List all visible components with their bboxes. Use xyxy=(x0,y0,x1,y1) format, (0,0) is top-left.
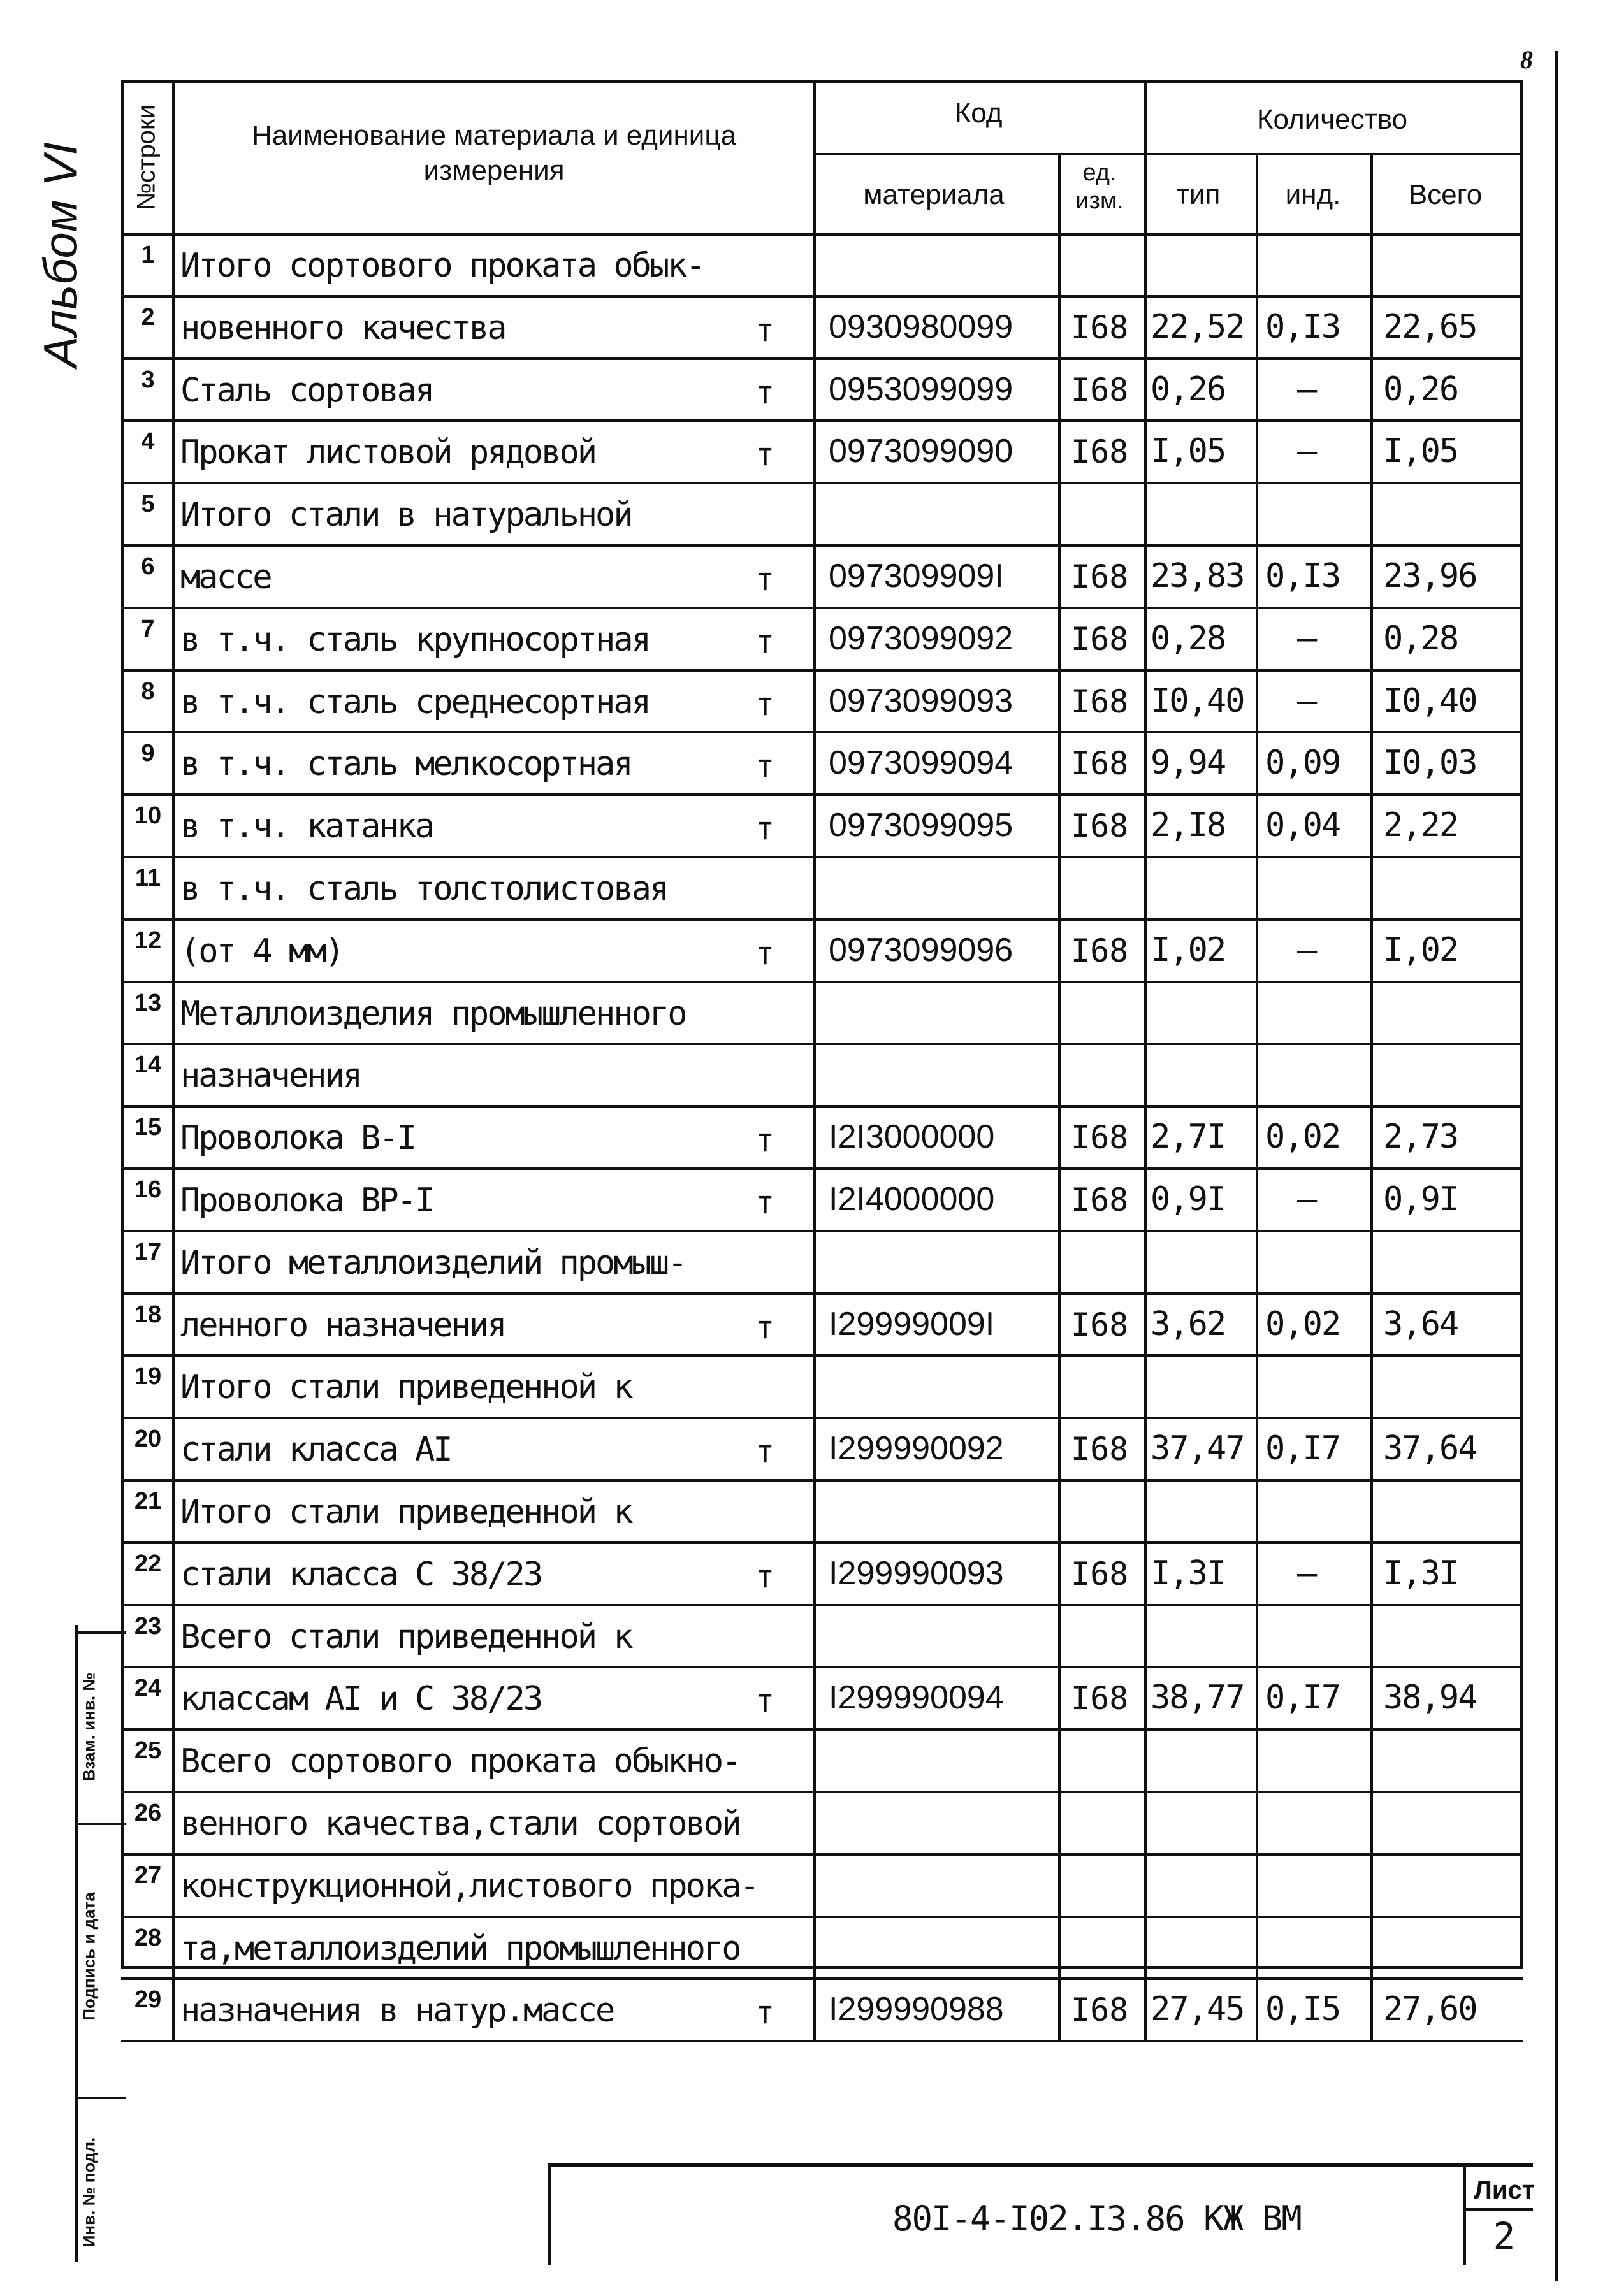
material-unit: т xyxy=(755,623,775,660)
qty-ind: 0,I3 xyxy=(1265,307,1340,346)
unit-code: I68 xyxy=(1071,308,1129,346)
row-line xyxy=(121,419,1523,422)
material-unit: т xyxy=(755,311,775,349)
material-name: та,металлоизделий промышленного xyxy=(180,1929,740,1968)
qty-type: I0,40 xyxy=(1151,681,1244,720)
qty-type: 0,9I xyxy=(1151,1180,1226,1218)
qty-type: 0,26 xyxy=(1151,370,1226,408)
material-unit: т xyxy=(755,1308,775,1346)
qty-ind: – xyxy=(1297,370,1316,408)
material-name: стали класса АI xyxy=(180,1431,451,1469)
binding-margin-line xyxy=(75,1625,78,2262)
row-number: 15 xyxy=(134,1114,162,1141)
qty-total: 38,94 xyxy=(1383,1679,1477,1717)
qty-type: 23,83 xyxy=(1151,557,1244,595)
qty-type: 3,62 xyxy=(1151,1304,1226,1343)
col-line xyxy=(172,80,175,2040)
material-code: 0930980099 xyxy=(829,308,1013,345)
qty-type: 22,52 xyxy=(1151,307,1244,346)
material-name: конструкционной,листового прока- xyxy=(180,1866,758,1905)
row-line xyxy=(121,1479,1523,1482)
unit-code: I68 xyxy=(1071,1306,1129,1343)
row-line xyxy=(121,793,1523,796)
material-name: Итого сортового проката обык- xyxy=(180,247,704,285)
material-name: ленного назначения xyxy=(180,1306,505,1345)
row-number: 29 xyxy=(134,1986,162,2014)
material-code: 0953099099 xyxy=(829,370,1013,408)
material-code: I299990094 xyxy=(829,1679,1004,1717)
binding-divider xyxy=(75,1823,126,1825)
unit-code: I68 xyxy=(1071,682,1129,720)
row-line xyxy=(121,1791,1523,1793)
material-unit: т xyxy=(755,810,775,848)
header-code-group: Код xyxy=(954,97,1003,129)
row-line xyxy=(121,731,1523,733)
side-label-vzam: Взам. инв. № xyxy=(79,1672,99,1782)
unit-code: I68 xyxy=(1071,807,1129,845)
material-name: Всего стали приведенной к xyxy=(180,1617,632,1656)
qty-ind: – xyxy=(1297,1554,1316,1592)
row-line xyxy=(121,1354,1523,1357)
material-code: 0973099092 xyxy=(829,619,1013,657)
qty-total: 27,60 xyxy=(1383,1990,1477,2029)
material-unit: т xyxy=(755,436,775,473)
col-line xyxy=(1058,153,1061,2040)
material-name: новенного качества xyxy=(180,308,505,347)
row-number: 9 xyxy=(141,740,155,767)
row-line xyxy=(121,1728,1523,1731)
material-name: Металлоизделия промышленного xyxy=(180,994,686,1033)
unit-code: I68 xyxy=(1071,1680,1129,1717)
unit-code: I68 xyxy=(1071,745,1129,783)
material-name: Итого стали в натуральной xyxy=(180,496,632,535)
header-bottom-line xyxy=(121,233,1523,236)
row-line xyxy=(121,981,1523,983)
row-line xyxy=(121,1604,1523,1606)
album-text: Альбом VI xyxy=(34,142,87,368)
material-name: Итого металлоизделий промыш- xyxy=(180,1243,686,1282)
row-line xyxy=(121,544,1523,547)
material-unit: т xyxy=(755,561,775,598)
qty-total: I0,40 xyxy=(1383,681,1477,720)
material-name: венного качества,стали сортовой xyxy=(180,1805,740,1843)
qty-total: 0,28 xyxy=(1383,619,1458,658)
header-mid-line xyxy=(813,153,1523,155)
row-number: 16 xyxy=(134,1176,162,1203)
header-name: Наименование материала и единица измерения xyxy=(251,120,737,186)
qty-ind: 0,I7 xyxy=(1265,1679,1340,1717)
row-number: 25 xyxy=(134,1737,162,1765)
qty-ind: – xyxy=(1297,619,1316,658)
material-unit: т xyxy=(755,373,775,411)
qty-type: I,02 xyxy=(1151,930,1226,969)
row-number: 24 xyxy=(134,1675,162,1702)
material-code: 0973099096 xyxy=(829,931,1013,969)
unit-code: I68 xyxy=(1071,1431,1129,1468)
qty-ind: 0,04 xyxy=(1265,806,1340,845)
material-name: Всего сортового проката обыкно- xyxy=(180,1742,740,1781)
qty-total: 23,96 xyxy=(1383,557,1477,595)
row-number: 6 xyxy=(141,553,155,580)
material-code: I2I3000000 xyxy=(829,1118,995,1156)
qty-total: I,02 xyxy=(1383,930,1458,969)
qty-type: I,3I xyxy=(1151,1554,1226,1592)
row-line xyxy=(121,1853,1523,1856)
qty-ind: 0,09 xyxy=(1265,744,1340,783)
row-line xyxy=(121,357,1523,360)
material-name: назначения в натур.массе xyxy=(180,1991,614,2030)
qty-total: I0,03 xyxy=(1383,744,1477,783)
qty-total: 0,26 xyxy=(1383,370,1458,408)
col-line xyxy=(1144,80,1147,2040)
row-line xyxy=(121,1541,1523,1544)
material-unit: т xyxy=(755,934,775,972)
qty-type: 2,I8 xyxy=(1151,806,1226,845)
material-code: 0973099090 xyxy=(829,433,1013,470)
row-number: 22 xyxy=(134,1550,162,1577)
material-name: Итого стали приведенной к xyxy=(180,1493,632,1531)
row-number: 1 xyxy=(141,242,155,268)
unit-code: I68 xyxy=(1071,433,1129,471)
unit-code: I68 xyxy=(1071,1119,1129,1157)
material-name: массе xyxy=(180,558,271,596)
qty-ind: 0,I7 xyxy=(1265,1429,1340,1468)
row-line xyxy=(121,1417,1523,1419)
row-line xyxy=(121,607,1523,609)
material-name: в т.ч. сталь толстолистовая xyxy=(180,870,668,908)
unit-code: I68 xyxy=(1071,558,1129,595)
material-code: I299990988 xyxy=(829,1991,1004,2028)
unit-code: I68 xyxy=(1071,1555,1129,1592)
header-row-number: №строки xyxy=(132,105,161,210)
row-number: 8 xyxy=(141,677,155,705)
qty-ind: 0,I5 xyxy=(1265,1990,1340,2029)
qty-ind: – xyxy=(1297,432,1316,471)
binding-divider xyxy=(75,1631,126,1634)
qty-ind: 0,02 xyxy=(1265,1118,1340,1157)
unit-code: I68 xyxy=(1071,1181,1129,1218)
row-number: 27 xyxy=(134,1861,162,1889)
qty-ind: 0,I3 xyxy=(1265,557,1340,595)
unit-code: I68 xyxy=(1071,1991,1129,2029)
document-code: 80I-4-I02.I3.86 КЖ ВМ xyxy=(892,2199,1301,2239)
row-number: 7 xyxy=(141,615,155,642)
row-number: 19 xyxy=(134,1363,162,1390)
row-number: 4 xyxy=(141,428,155,456)
binding-divider xyxy=(75,2097,126,2099)
material-name: Прокат листовой рядовой xyxy=(180,433,596,472)
qty-total: I,3I xyxy=(1383,1554,1458,1592)
qty-total: I,05 xyxy=(1383,432,1458,471)
row-line xyxy=(121,856,1523,858)
material-code: I299990092 xyxy=(829,1430,1004,1468)
qty-type: 0,28 xyxy=(1151,619,1226,658)
page-corner-number: 8 xyxy=(1520,45,1533,74)
row-number: 14 xyxy=(134,1051,162,1079)
header-qty-type: тип xyxy=(1176,179,1221,210)
material-code: I2I4000000 xyxy=(829,1181,995,1218)
row-number: 20 xyxy=(134,1426,162,1453)
material-name: классам АI и С 38/23 xyxy=(180,1680,542,1719)
row-number: 26 xyxy=(134,1800,162,1826)
row-line xyxy=(121,1977,1523,1980)
header-code-unit: ед. изм. xyxy=(1075,159,1124,214)
material-code: 097309909I xyxy=(829,558,1004,595)
material-unit: т xyxy=(755,1557,775,1595)
material-unit: т xyxy=(755,1184,775,1221)
material-unit: т xyxy=(755,1433,775,1471)
row-line xyxy=(121,295,1523,298)
material-name: в т.ч. катанка xyxy=(180,807,433,846)
material-name: Сталь сортовая xyxy=(180,371,433,410)
qty-ind: 0,02 xyxy=(1265,1304,1340,1343)
qty-type: 2,7I xyxy=(1151,1118,1226,1157)
material-name: (от 4 мм) xyxy=(180,932,343,971)
material-code: 0973099094 xyxy=(829,744,1013,782)
stamp-sheet-line xyxy=(1463,2208,1533,2211)
row-number: 5 xyxy=(141,491,155,518)
material-unit: т xyxy=(755,747,775,785)
qty-total: 2,73 xyxy=(1383,1118,1458,1157)
row-line xyxy=(121,1230,1523,1232)
qty-type: 27,45 xyxy=(1151,1990,1244,2029)
qty-total: 0,9I xyxy=(1383,1180,1458,1218)
material-name: в т.ч. сталь среднесортная xyxy=(180,682,650,721)
row-number: 11 xyxy=(134,865,161,892)
row-line xyxy=(121,1666,1523,1668)
header-qty-ind: инд. xyxy=(1285,179,1341,210)
qty-total: 37,64 xyxy=(1383,1429,1477,1468)
unit-code: I68 xyxy=(1071,932,1129,969)
qty-type: I,05 xyxy=(1151,432,1226,471)
material-name: Итого стали приведенной к xyxy=(180,1368,632,1407)
row-line xyxy=(121,1916,1523,1918)
row-line xyxy=(121,482,1523,484)
material-name: в т.ч. сталь мелкосортная xyxy=(180,745,632,784)
row-line xyxy=(121,1105,1523,1108)
qty-total: 2,22 xyxy=(1383,806,1458,845)
qty-type: 37,47 xyxy=(1151,1429,1244,1468)
side-label-podpis: Подпись и дата xyxy=(79,1892,99,2021)
stamp-sheet-divider xyxy=(1463,2163,1466,2265)
header-qty-total: Всего xyxy=(1408,179,1483,210)
col-line xyxy=(813,80,816,2040)
qty-ind: – xyxy=(1297,930,1316,969)
stamp-left-line xyxy=(548,2163,551,2265)
material-name: стали класса С 38/23 xyxy=(180,1555,542,1594)
qty-total: 22,65 xyxy=(1383,307,1477,346)
sheet-label: Лист xyxy=(1474,2176,1535,2204)
qty-ind: – xyxy=(1297,681,1316,720)
row-line xyxy=(121,669,1523,672)
row-number: 12 xyxy=(134,927,162,954)
side-label-inv: Инв. № подл. xyxy=(79,2137,99,2248)
row-number: 3 xyxy=(141,366,155,393)
row-number: 17 xyxy=(134,1238,162,1266)
row-number: 13 xyxy=(134,989,162,1016)
material-name: назначения xyxy=(180,1057,361,1095)
qty-total: 3,64 xyxy=(1383,1304,1458,1343)
row-number: 28 xyxy=(134,1924,162,1951)
col-line xyxy=(1256,153,1258,2040)
header-qty-group: Количество xyxy=(1256,104,1408,135)
material-code: 0973099095 xyxy=(829,807,1013,844)
material-code: 0973099093 xyxy=(829,682,1013,719)
material-name: Проволока ВР-I xyxy=(180,1181,433,1220)
row-line xyxy=(121,918,1523,921)
qty-type: 9,94 xyxy=(1151,744,1226,783)
material-unit: т xyxy=(755,1122,775,1159)
row-number: 21 xyxy=(134,1488,162,1515)
unit-code: I68 xyxy=(1071,620,1129,658)
row-line xyxy=(121,2040,1523,2042)
row-number: 10 xyxy=(134,802,162,830)
row-number: 18 xyxy=(134,1301,162,1328)
row-line xyxy=(121,1043,1523,1045)
qty-ind: – xyxy=(1297,1180,1316,1218)
row-line xyxy=(121,1167,1523,1170)
material-unit: т xyxy=(755,685,775,723)
col-line xyxy=(1370,153,1373,2040)
material-name: Проволока В-I xyxy=(180,1119,415,1158)
material-code: I29999009I xyxy=(829,1305,995,1343)
stamp-top-line xyxy=(548,2163,1533,2167)
unit-code: I68 xyxy=(1071,371,1129,408)
right-frame-line xyxy=(1555,51,1558,2281)
material-unit: т xyxy=(755,1994,775,2032)
row-number: 2 xyxy=(141,303,155,331)
header-code-material: материала xyxy=(863,179,1005,210)
material-name: в т.ч. сталь крупносортная xyxy=(180,620,650,659)
material-code: I299990093 xyxy=(829,1554,1004,1592)
sheet-number: 2 xyxy=(1493,2214,1516,2258)
material-unit: т xyxy=(755,1682,775,1720)
row-number: 23 xyxy=(134,1612,162,1640)
row-line xyxy=(121,1292,1523,1295)
qty-type: 38,77 xyxy=(1151,1679,1244,1717)
